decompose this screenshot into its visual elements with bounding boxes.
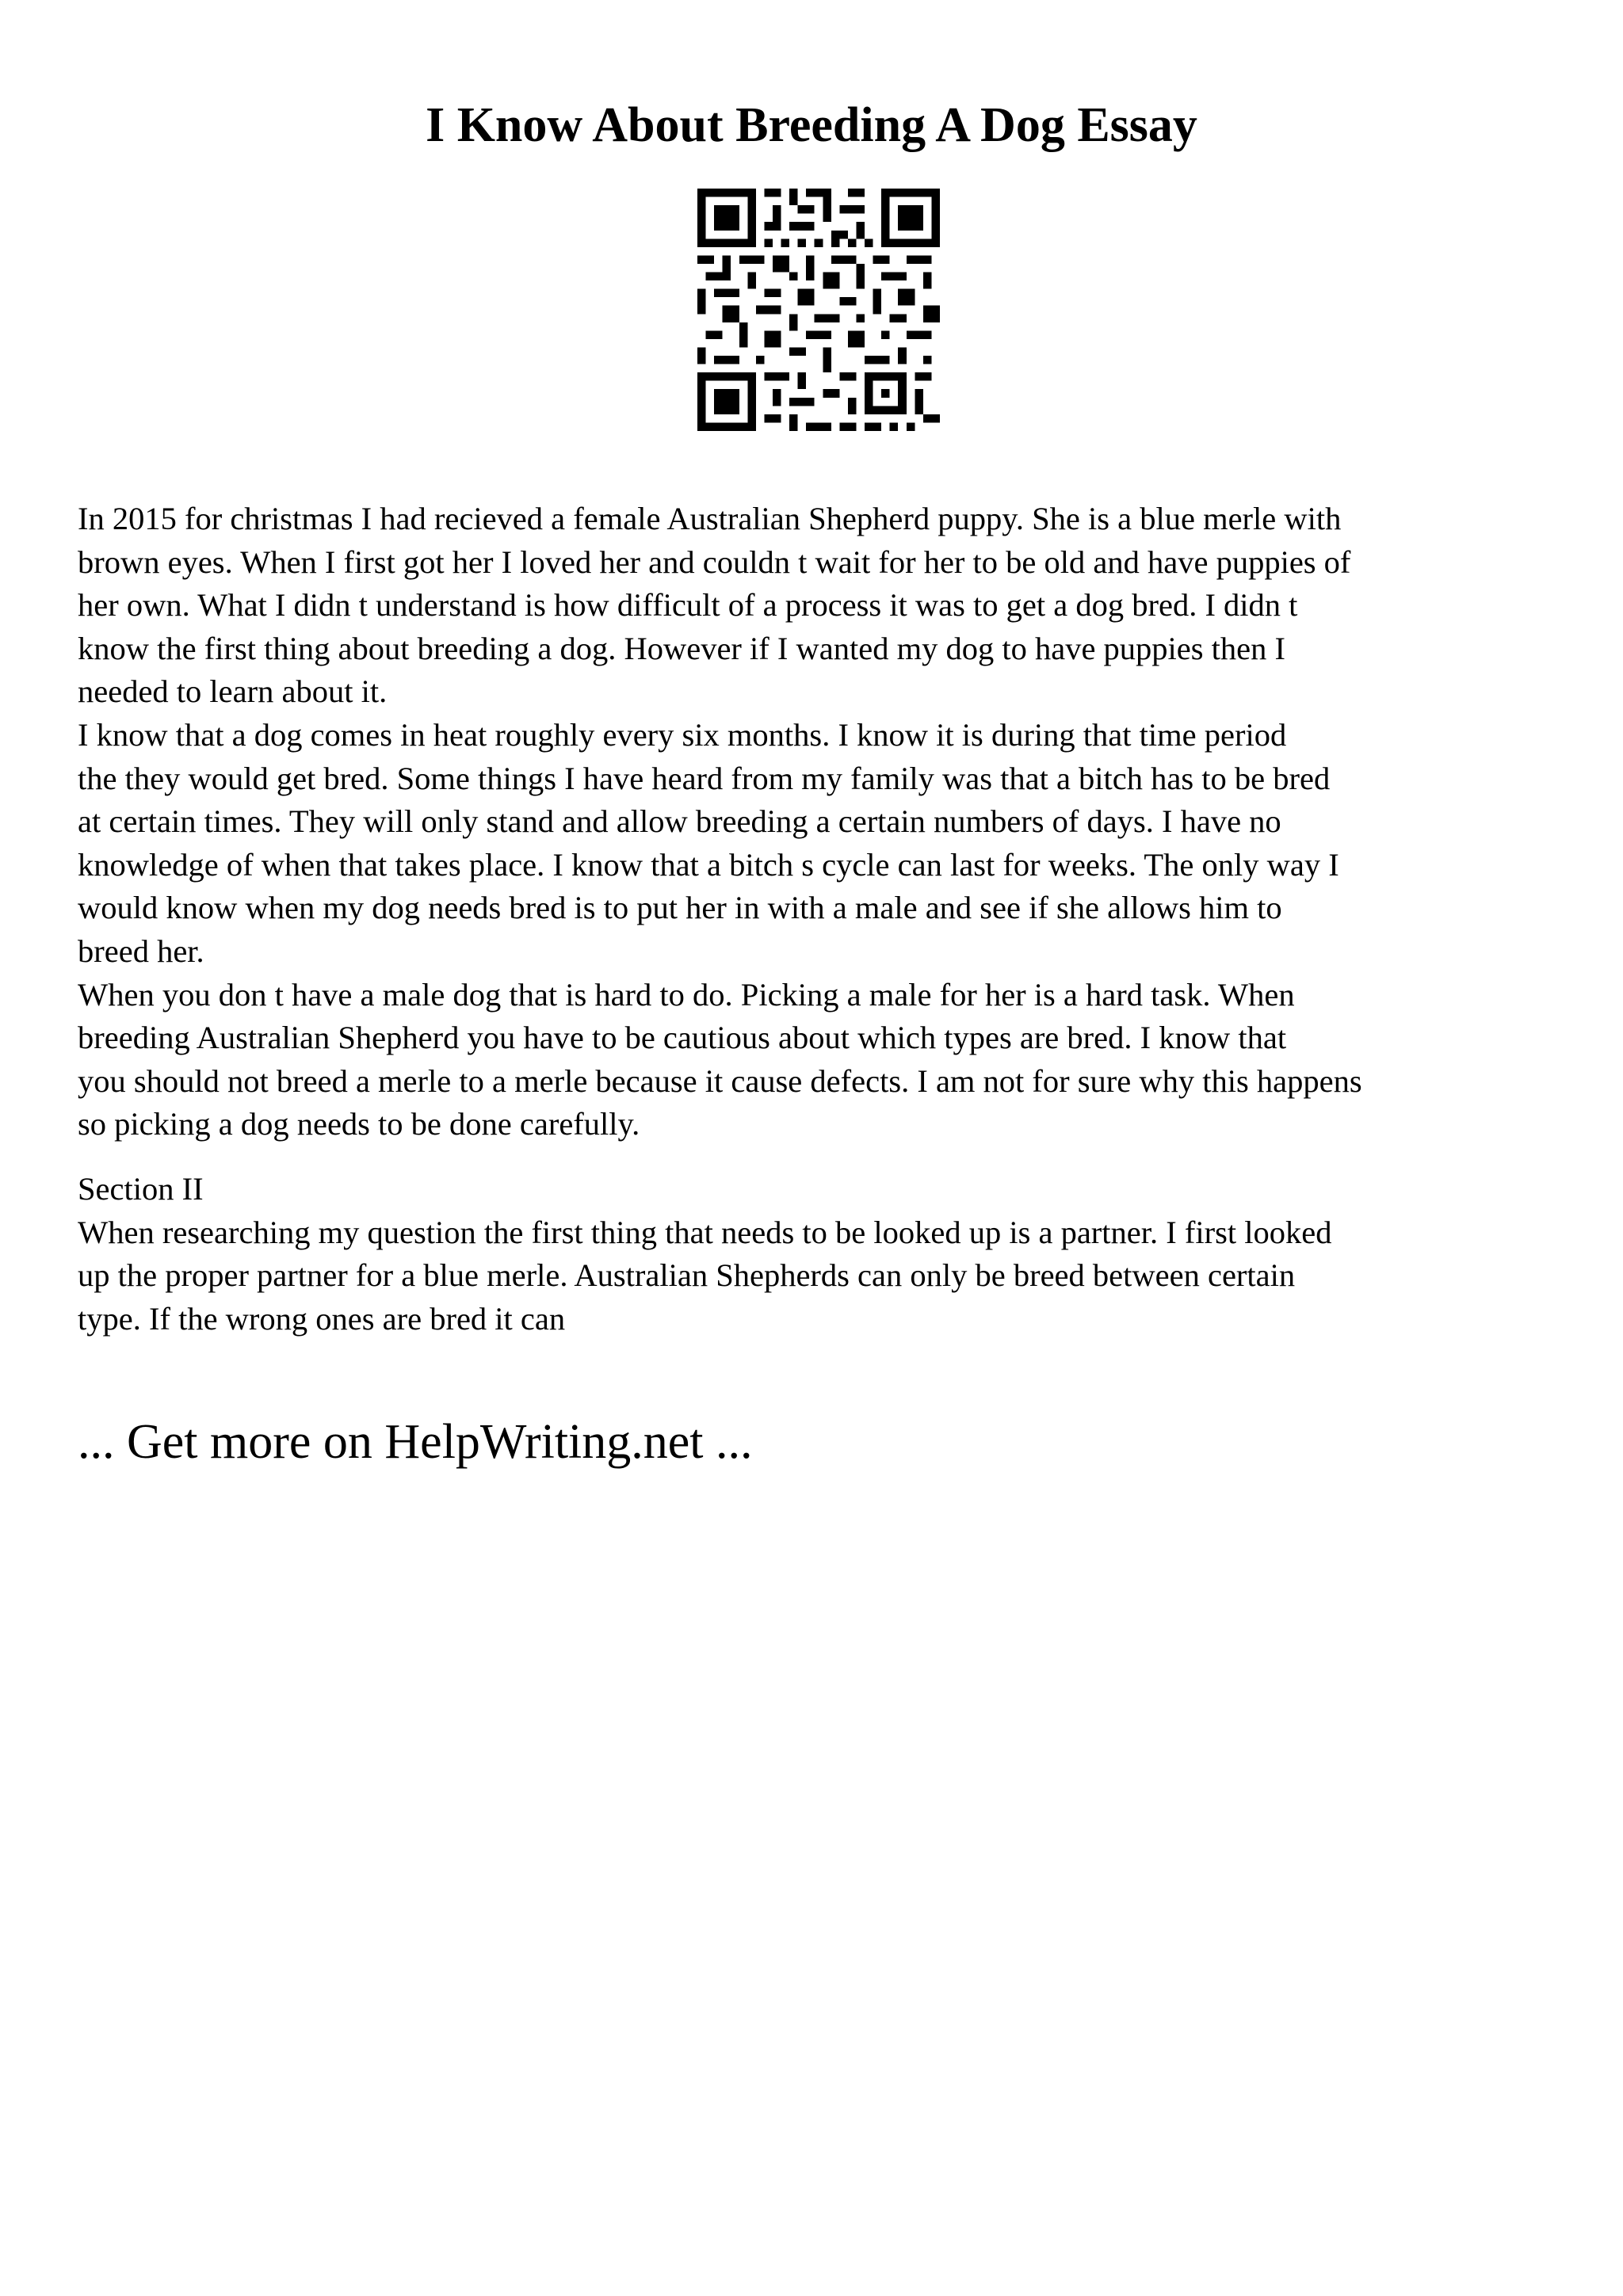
get-more-link[interactable]: ... Get more on HelpWriting.net ... bbox=[78, 1415, 753, 1469]
page-title: I Know About Breeding A Dog Essay bbox=[426, 98, 1197, 152]
essay-paragraph-2: I know that a dog comes in heat roughly every six months. I know it is during that time period the they would get bred. Some things I have heard from my family was that a bitch has to be bred at certain times. They will only stand and allow breeding a certain numbers of days. I have no knowledge of when that takes place. I know that a bitch s cycle can last for weeks. The only way I would know when my dog needs bred is to put her in with a male and see if she allows him to breed her. bbox=[78, 716, 1339, 969]
qr-code-graphic bbox=[697, 189, 940, 431]
essay-paragraph-3: When you don t have a male dog that is hard to do. Picking a male for her is a hard task. When breeding Australian Shepherd you have to be cautious about which types are bred. I know that you should not breed a merle to a merle because it cause defects. I am not for sure why this happens so picking a dog needs to be done carefully. bbox=[78, 976, 1362, 1142]
section-heading: Section II bbox=[78, 1170, 204, 1207]
essay-body bbox=[78, 498, 1583, 1341]
qr-code-image[interactable] bbox=[697, 189, 940, 431]
paragraph-gap bbox=[78, 1146, 1583, 1168]
essay-paragraph-1: In 2015 for christmas I had recieved a female Australian Shepherd puppy. She is a blue merle with brown eyes. When I first got her I loved her and couldn t wait for her to be old and have puppies of her own. What I didn t understand is how difficult of a process it was to get a dog bred. I didn t know the first thing about breeding a dog. However if I wanted my dog to have puppies then I needed to learn about it. bbox=[78, 501, 1351, 710]
section-paragraph: When researching my question the first thing that needs to be looked up is a partner. I first looked up the proper partner for a blue merle. Australian Shepherds can only be breed between certain type. If the wrong ones are bred it can bbox=[78, 1214, 1332, 1337]
